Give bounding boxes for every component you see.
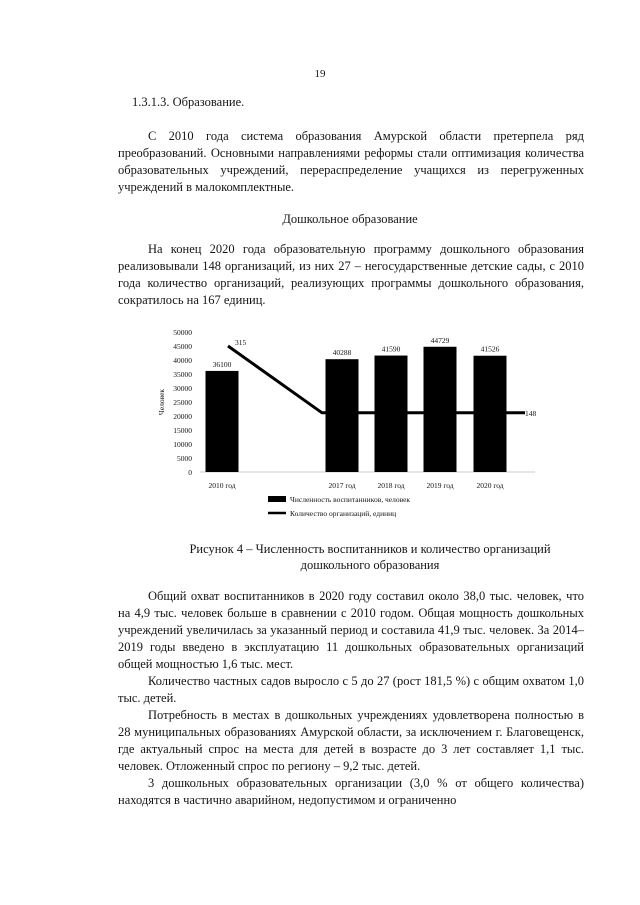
bar-2017 год [326, 359, 359, 472]
body-paragraph-3: Потребность в местах в дошкольных учреждениях удовлетворена полностью в 28 муниципальных образованиях Амурской области, за исключением г. Благовещенск, где актуальный спрос на места для детей в возрасте до 3 лет составляет 1,1 тыс. человек. Отложенный спрос по региону – 9,2 тыс. детей. [118, 708, 584, 773]
line-value-label: 315 [235, 338, 247, 347]
y-axis-label: Человек [157, 388, 166, 416]
body-paragraph-4: 3 дошкольных образовательных организации (3,0 % от общего количества) находятся в частично аварийном, недопустимом и ограниченно [118, 776, 584, 807]
x-tick-label: 2017 год [328, 481, 356, 490]
body-paragraph-1: Общий охват воспитанников в 2020 году составил около 38,0 тыс. человек, что на 4,9 тыс. человек больше в сравнении с 2010 годом. Общая мощность дошкольных учреждений увеличилась за указанный период и составила 41,9 тыс. человек. За 2014–2019 годы введено в эксплуатацию 11 дошкольных образовательных организаций общей мощностью 1,6 тыс. мест. [118, 589, 584, 671]
body-paragraph-2: Количество частных садов выросло с 5 до 27 (рост 181,5 %) с общим охватом 1,0 тыс. детей. [118, 674, 584, 705]
y-tick-label: 10000 [173, 440, 192, 449]
y-tick-label: 45000 [173, 342, 192, 351]
y-tick-label: 30000 [173, 384, 192, 393]
legend-line-label: Количество организаций, единиц [290, 509, 397, 518]
x-tick-label: 2019 год [426, 481, 454, 490]
legend-bar-label: Численность воспитанников, человек [290, 495, 411, 504]
y-tick-label: 15000 [173, 426, 192, 435]
y-tick-label: 0 [188, 468, 192, 477]
y-tick-label: 40000 [173, 356, 192, 365]
y-tick-label: 20000 [173, 412, 192, 421]
line-value-label: 148 [525, 408, 537, 418]
x-tick-label: 2018 год [377, 481, 405, 490]
bar-2010 год [206, 371, 239, 472]
y-tick-label: 5000 [177, 454, 192, 463]
x-tick-label: 2020 год [476, 481, 504, 490]
subheading: Дошкольное образование [282, 212, 418, 226]
y-tick-label: 25000 [173, 398, 192, 407]
bar-value-label: 41590 [381, 344, 401, 354]
preschool-paragraph: На конец 2020 года образовательную программу дошкольного образования реализовывали 148 организаций, из них 27 – негосударственные детские сады, с 2010 года количество организаций, реализующих программы дошкольного образования, сократилось на 167 единиц. [118, 242, 584, 307]
figure-caption-line1: Рисунок 4 – Численность воспитанников и количество организаций [189, 542, 551, 556]
intro-paragraph: С 2010 года система образования Амурской области претерпела ряд преобразований. Основными направлениями реформы стали оптимизация количества образовательных учреждений, перераспределение учащихся из перегруженных учреждений в малокомплектные. [118, 129, 584, 194]
bar-value-label: 44729 [430, 335, 450, 345]
y-tick-label: 50000 [173, 328, 192, 337]
bar-2019 год [424, 347, 457, 472]
figure-caption [100, 541, 640, 573]
bar-value-label: 36100 [212, 359, 232, 369]
bar-value-label: 40288 [332, 348, 352, 358]
x-tick-label: 2010 год [208, 481, 236, 490]
bar-value-label: 41526 [480, 344, 500, 354]
section-heading: 1.3.1.3. Образование. [132, 95, 245, 109]
legend-bar-swatch [268, 496, 286, 502]
page-number: 19 [314, 68, 326, 80]
figure-chart [150, 325, 550, 535]
figure-caption-line2: дошкольного образования [300, 558, 440, 572]
y-tick-label: 35000 [173, 370, 192, 379]
